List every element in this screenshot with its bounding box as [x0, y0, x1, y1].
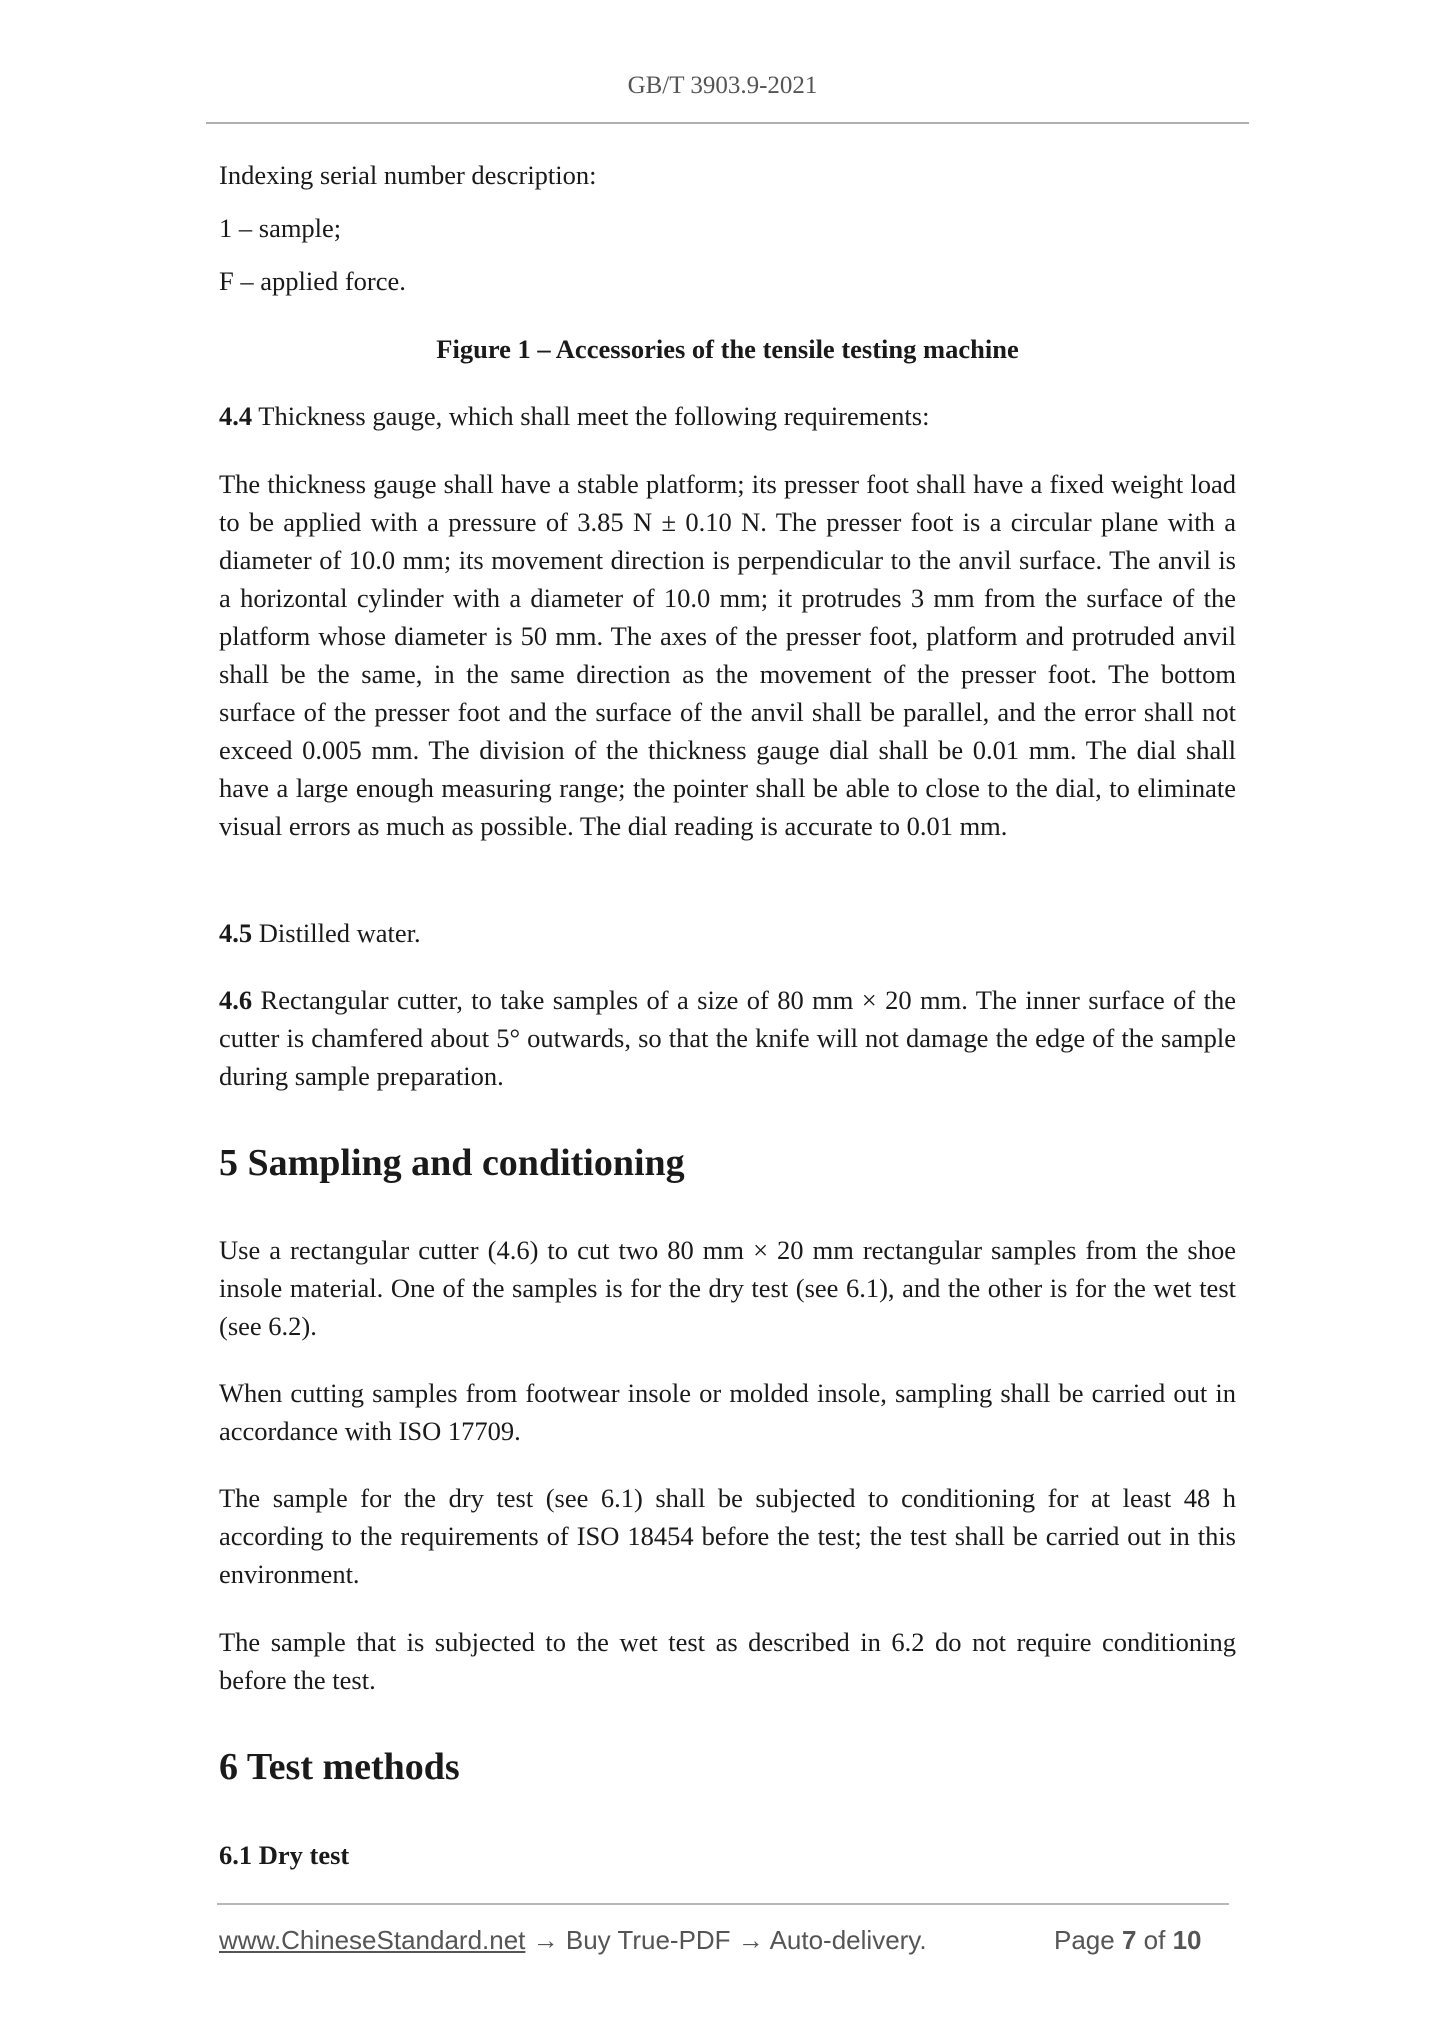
promo-text: → Buy True-PDF → Auto-delivery.	[525, 1925, 927, 1955]
site-link[interactable]: www.ChineseStandard.net	[219, 1925, 526, 1955]
page-of: of	[1136, 1925, 1173, 1955]
page-number: 7	[1121, 1925, 1137, 1955]
clause-number: 4.6	[219, 985, 253, 1015]
figure-caption: Figure 1 – Accessories of the tensile testing machine	[436, 334, 1019, 364]
page-label: Page	[1054, 1925, 1122, 1955]
clause-number: 4.4	[219, 401, 253, 431]
clause-text: Distilled water.	[252, 918, 421, 948]
clause-text: Thickness gauge, which shall meet the following requirements:	[252, 401, 930, 431]
paragraph: The sample for the dry test (see 6.1) shall be subjected to conditioning for at least 48 h according to the requirements of ISO 18454 before the test; the test shall be carried out in this environment.	[219, 1483, 1236, 1589]
section-6-heading: 6 Test methods	[219, 1746, 460, 1788]
paragraph: Use a rectangular cutter (4.6) to cut two 80 mm × 20 mm rectangular samples from the shoe insole material. One of the samples is for the dry test (see 6.1), and the other is for the wet test (see 6.2).	[219, 1235, 1236, 1341]
header-divider	[206, 122, 1249, 124]
clause-4-4-paragraph: The thickness gauge shall have a stable platform; its presser foot shall have a fixed weight load to be applied with a pressure of 3.85 N ± 0.10 N. The presser foot is a circular plane with a diameter of 10.0 mm; its movement direction is perpendicular to the anvil surface. The anvil is a horizontal cylinder with a diameter of 10.0 mm; it protrudes 3 mm from the surface of the platform whose diameter is 50 mm. The axes of the presser foot, platform and protruded anvil shall be the same, in the same direction as the movement of the presser foot. The bottom surface of the presser foot and the surface of the anvil shall be parallel, and the error shall not exceed 0.005 mm. The division of the thickness gauge dial shall be 0.01 mm. The dial shall have a large enough measuring range; the pointer shall be able to close to the dial, to eliminate visual errors as much as possible. The dial reading is accurate to 0.01 mm.	[219, 469, 1236, 841]
legend-item: 1 – sample;	[219, 213, 342, 243]
running-header: GB/T 3903.9-2021	[627, 72, 818, 99]
clause-4-4	[219, 397, 1236, 435]
footer-divider	[217, 1903, 1229, 1905]
paragraph: When cutting samples from footwear insole or molded insole, sampling shall be carried out in accordance with ISO 17709.	[219, 1378, 1236, 1446]
clause-number: 4.5	[219, 918, 253, 948]
page-indicator	[1054, 1924, 1201, 1956]
clause-4-5	[219, 914, 1236, 952]
section-5-heading: 5 Sampling and conditioning	[219, 1142, 685, 1184]
clause-text: Rectangular cutter, to take samples of a size of 80 mm × 20 mm. The inner surface of the cutter is chamfered about 5° outwards, so that the knife will not damage the edge of the sample during sample preparation.	[219, 985, 1236, 1091]
clause-4-6	[219, 981, 1236, 1095]
footer-promo	[219, 1924, 927, 1956]
legend-item: F – applied force.	[219, 266, 406, 296]
subsection-6-1-heading: 6.1 Dry test	[219, 1840, 350, 1870]
legend-title: Indexing serial number description:	[219, 160, 597, 190]
page-total: 10	[1172, 1925, 1202, 1955]
paragraph: The sample that is subjected to the wet test as described in 6.2 do not require conditioning before the test.	[219, 1627, 1236, 1695]
